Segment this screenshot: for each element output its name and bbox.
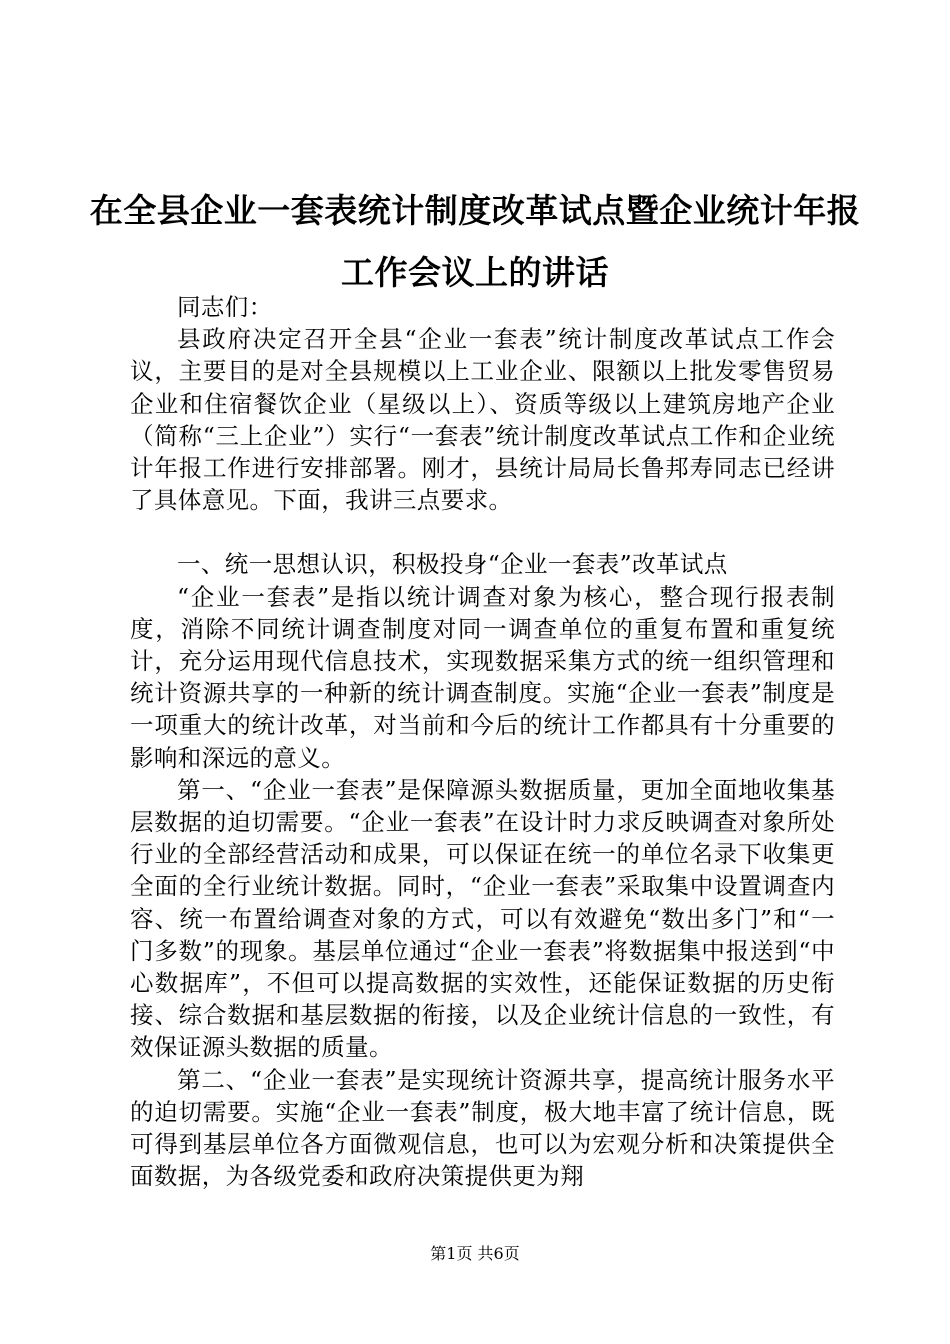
paragraph-point-2: 第二、“企业一套表”是实现统计资源共享，提高统计服务水平的迫切需要。实施“企业一套表”制度，极大地丰富了统计信息，既可得到基层单位各方面微观信息，也可以为宏观分析和决策提供全面数据，为各级党委和政府决策提供更为翔 — [130, 1065, 835, 1191]
document-title: 在全县企业一套表统计制度改革试点暨企业统计年报工作会议上的讲话 — [89, 191, 861, 292]
paragraph-point-1: 第一、“企业一套表”是保障源头数据质量，更加全面地收集基层数据的迫切需要。“企业一套表”在设计时力求反映调查对象所处行业的全部经营活动和成果，可以保证在统一的单位名录下收集更全面的全行业统计数据。同时，“企业一套表”采取集中设置调查内容、统一布置给调查对象的方式，可以有效避免“数出多门”和“一门多数”的现象。基层单位通过“企业一套表”将数据集中报送到“中心数据库”，不但可以提高数据的实效性，还能保证数据的历史衔接、综合数据和基层数据的衔接，以及企业统计信息的一致性，有效保证源头数据的质量。 — [130, 775, 835, 1062]
paragraph-definition: “企业一套表”是指以统计调查对象为核心，整合现行报表制度，消除不同统计调查制度对同一调查单位的重复布置和重复统计，充分运用现代信息技术，实现数据采集方式的统一组织管理和统计资源共享的一种新的统计调查制度。实施“企业一套表”制度是一项重大的统计改革，对当前和今后的统计工作都具有十分重要的影响和深远的意义。 — [130, 582, 835, 772]
page-footer: 第1页 共6页 — [430, 1244, 520, 1263]
section-heading-1: 一、统一思想认识，积极投身“企业一套表”改革试点 — [177, 550, 728, 579]
paragraph-intro: 县政府决定召开全县“企业一套表”统计制度改革试点工作会议，主要目的是对全县规模以上工业企业、限额以上批发零售贸易企业和住宿餐饮企业（星级以上）、资质等级以上建筑房地产企业（简称“三上企业”）实行“一套表”统计制度改革试点工作和企业统计年报工作进行安排部署。刚才，县统计局局长鲁邦寿同志已经讲了具体意见。下面，我讲三点要求。 — [130, 325, 835, 515]
document-body — [130, 291, 835, 1192]
salutation: 同志们： — [177, 293, 273, 321]
